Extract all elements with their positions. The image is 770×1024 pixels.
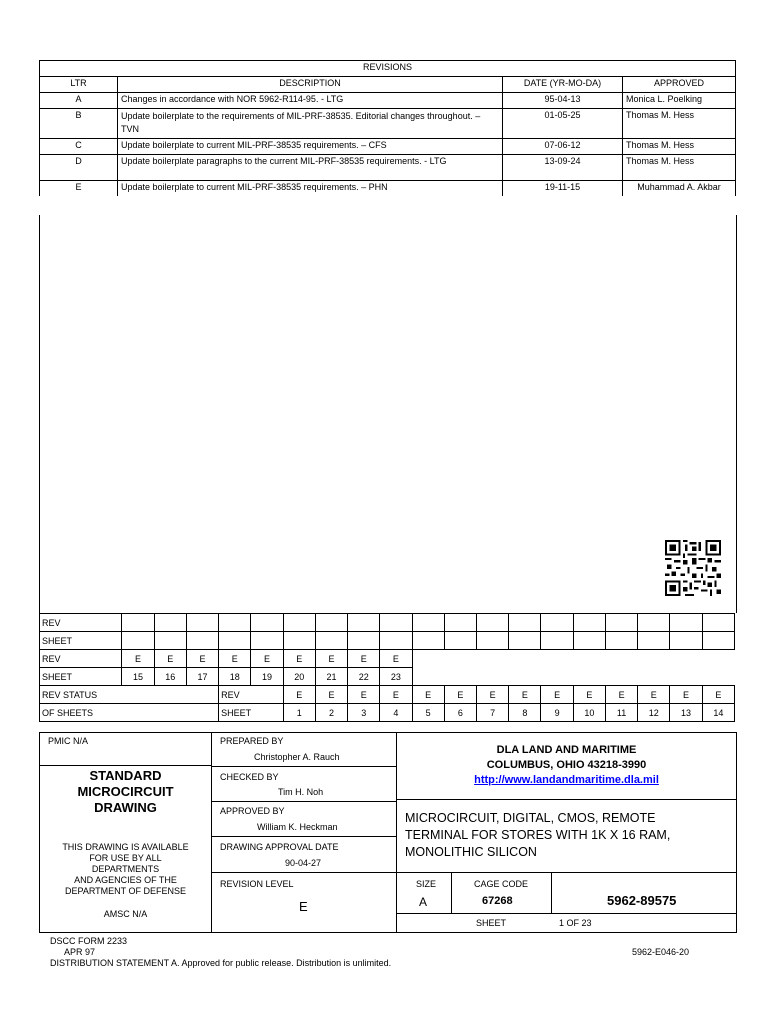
revision-description: Update boilerplate to current MIL-PRF-38535 requirements. – CFS bbox=[118, 139, 503, 155]
sheet-cell: 15 bbox=[122, 668, 154, 686]
drawing-title-line: MICROCIRCUIT, DIGITAL, CMOS, REMOTE bbox=[405, 811, 656, 825]
standard-line-2: MICROCIRCUIT bbox=[77, 784, 174, 799]
revision-row bbox=[40, 93, 736, 109]
standard-line-3: DRAWING bbox=[94, 800, 157, 815]
revision-approved: Thomas M. Hess bbox=[623, 155, 736, 181]
standard-line-1: STANDARD bbox=[89, 768, 162, 783]
rev-cell: E bbox=[477, 686, 509, 704]
rev-cell: E bbox=[154, 650, 186, 668]
revision-approved: Thomas M. Hess bbox=[623, 139, 736, 155]
status-rev-label: REV bbox=[219, 686, 283, 704]
sheet-cell: 13 bbox=[670, 704, 702, 722]
revision-date: 07-06-12 bbox=[503, 139, 623, 155]
revision-ltr: D bbox=[40, 155, 118, 181]
revision-ltr: A bbox=[40, 93, 118, 109]
checked-cell bbox=[211, 766, 397, 802]
revision-approved: Muhammad A. Akbar bbox=[623, 181, 736, 197]
sheet-cell: 20 bbox=[283, 668, 315, 686]
header-description: DESCRIPTION bbox=[118, 77, 503, 93]
revision-ltr: E bbox=[40, 181, 118, 197]
prepared-by: Christopher A. Rauch bbox=[254, 752, 340, 762]
of-sheets-label: OF SHEETS bbox=[40, 704, 219, 722]
form-number: DSCC FORM 2233 bbox=[50, 936, 128, 946]
revision-level: E bbox=[299, 899, 308, 914]
sheet-cell: 3 bbox=[348, 704, 380, 722]
form-date: APR 97 bbox=[64, 947, 96, 957]
sheet-cell: 4 bbox=[380, 704, 412, 722]
rev-cell: E bbox=[219, 650, 251, 668]
footer bbox=[50, 936, 391, 969]
rev-cell: E bbox=[509, 686, 541, 704]
cage-code-cell bbox=[451, 872, 552, 914]
drawing-title-line: MONOLITHIC SILICON bbox=[405, 845, 537, 859]
rev-cell: E bbox=[348, 686, 380, 704]
rev-cell: E bbox=[380, 686, 412, 704]
rev-cell: E bbox=[444, 686, 476, 704]
approval-date-cell bbox=[211, 836, 397, 873]
rev-cell: E bbox=[348, 650, 380, 668]
drawing-title bbox=[405, 810, 736, 861]
pmic-cell bbox=[39, 732, 212, 766]
status-sheet-label: SHEET bbox=[40, 632, 122, 650]
rev-cell: E bbox=[283, 650, 315, 668]
revision-date: 13-09-24 bbox=[503, 155, 623, 181]
title-block bbox=[39, 732, 737, 933]
revision-approved: Thomas M. Hess bbox=[623, 109, 736, 139]
revision-row bbox=[40, 181, 736, 197]
amsc-label: AMSC N/A bbox=[103, 909, 148, 919]
sheet-cell: 18 bbox=[219, 668, 251, 686]
sheet-cell: 9 bbox=[541, 704, 573, 722]
revision-approved: Monica L. Poelking bbox=[623, 93, 736, 109]
drawing-title-cell bbox=[396, 799, 737, 873]
header-date: DATE (YR-MO-DA) bbox=[503, 77, 623, 93]
sheet-cell: 6 bbox=[444, 704, 476, 722]
agency-cell bbox=[396, 732, 737, 800]
sheet-cell: 10 bbox=[573, 704, 605, 722]
availability-line: DEPARTMENTS bbox=[91, 864, 160, 874]
approval-date: 90-04-27 bbox=[285, 858, 322, 868]
size-value: A bbox=[419, 895, 428, 909]
rev-cell: E bbox=[380, 650, 412, 668]
revisions-blank-area bbox=[39, 215, 737, 613]
rev-cell: E bbox=[702, 686, 734, 704]
revision-description: Update boilerplate to the requirements of MIL-PRF-38535. Editorial changes throughout. – TVN bbox=[118, 109, 503, 139]
approved-label: APPROVED BY bbox=[220, 806, 285, 816]
rev-cell: E bbox=[315, 650, 347, 668]
standard-drawing-cell bbox=[39, 765, 212, 933]
pmic-label: PMIC N/A bbox=[48, 736, 89, 746]
drawing-number-cell bbox=[551, 872, 737, 914]
revision-description: Update boilerplate to current MIL-PRF-38535 requirements. – PHN bbox=[118, 181, 503, 197]
rev-cell: E bbox=[670, 686, 702, 704]
rev-cell: E bbox=[638, 686, 670, 704]
rev-cell: E bbox=[251, 650, 283, 668]
sheet-cell: 16 bbox=[154, 668, 186, 686]
header-approved: APPROVED bbox=[623, 77, 736, 93]
agency-name: DLA LAND AND MARITIME bbox=[496, 744, 637, 756]
approved-cell bbox=[211, 801, 397, 837]
sheet-cell bbox=[396, 913, 737, 933]
size-cell bbox=[396, 872, 452, 914]
distribution-statement: DISTRIBUTION STATEMENT A. Approved for public release. Distribution is unlimited. bbox=[50, 958, 392, 968]
revisions-title: REVISIONS bbox=[40, 61, 736, 77]
approval-date-label: DRAWING APPROVAL DATE bbox=[220, 842, 339, 852]
status-sheet-label: SHEET bbox=[40, 668, 122, 686]
revision-row bbox=[40, 139, 736, 155]
drawing-number: 5962-89575 bbox=[607, 893, 677, 908]
availability-line: FOR USE BY ALL bbox=[89, 853, 162, 863]
revision-row bbox=[40, 155, 736, 181]
prepared-cell bbox=[211, 732, 397, 767]
sheet-cell: 1 bbox=[283, 704, 315, 722]
revision-date: 19-11-15 bbox=[503, 181, 623, 197]
rev-cell: E bbox=[122, 650, 154, 668]
status-sheet-label: SHEET bbox=[219, 704, 283, 722]
sheet-cell: 21 bbox=[315, 668, 347, 686]
size-label: SIZE bbox=[416, 879, 437, 889]
sheet-cell: 11 bbox=[605, 704, 637, 722]
sheet-label: SHEET bbox=[476, 918, 507, 928]
sheet-cell: 8 bbox=[509, 704, 541, 722]
checked-by: Tim H. Noh bbox=[278, 787, 324, 797]
sheet-cell: 17 bbox=[186, 668, 218, 686]
cage-code: 67268 bbox=[482, 895, 513, 907]
availability-line: AND AGENCIES OF THE bbox=[74, 875, 177, 885]
availability-line: THIS DRAWING IS AVAILABLE bbox=[62, 842, 189, 852]
approved-by: William K. Heckman bbox=[257, 822, 338, 832]
rev-cell: E bbox=[541, 686, 573, 704]
checked-label: CHECKED BY bbox=[220, 772, 279, 782]
revision-level-cell bbox=[211, 872, 397, 933]
rev-status-label: REV STATUS bbox=[40, 686, 219, 704]
sheet-cell: 7 bbox=[477, 704, 509, 722]
sheet-cell: 23 bbox=[380, 668, 412, 686]
sheet-cell: 2 bbox=[315, 704, 347, 722]
sheet-cell: 5 bbox=[412, 704, 444, 722]
revision-level-label: REVISION LEVEL bbox=[220, 879, 294, 889]
drawing-title-line: TERMINAL FOR STORES WITH 1K X 16 RAM, bbox=[405, 828, 671, 842]
document-id: 5962-E046-20 bbox=[632, 947, 690, 957]
availability-statement bbox=[40, 842, 211, 897]
sheet-cell: 19 bbox=[251, 668, 283, 686]
prepared-label: PREPARED BY bbox=[220, 736, 284, 746]
sheet-value: 1 OF 23 bbox=[559, 918, 592, 928]
rev-cell: E bbox=[412, 686, 444, 704]
cage-code-label: CAGE CODE bbox=[474, 879, 529, 889]
rev-cell: E bbox=[283, 686, 315, 704]
rev-cell: E bbox=[573, 686, 605, 704]
rev-cell: E bbox=[315, 686, 347, 704]
header-ltr: LTR bbox=[40, 77, 118, 93]
rev-cell: E bbox=[186, 650, 218, 668]
revision-description: Update boilerplate paragraphs to the current MIL-PRF-38535 requirements. - LTG bbox=[118, 155, 503, 181]
qr-code-icon bbox=[665, 540, 721, 596]
rev-cell: E bbox=[605, 686, 637, 704]
revision-date: 01-05-25 bbox=[503, 109, 623, 139]
status-rev-label: REV bbox=[40, 650, 122, 668]
agency-address: COLUMBUS, OHIO 43218-3990 bbox=[486, 759, 647, 771]
agency-website-link[interactable]: http://www.landandmaritime.dla.mil bbox=[474, 774, 659, 786]
sheet-cell: 12 bbox=[638, 704, 670, 722]
sheet-cell: 14 bbox=[702, 704, 734, 722]
status-rev-label: REV bbox=[40, 614, 122, 632]
revision-status-table bbox=[39, 613, 735, 722]
revisions-table bbox=[39, 60, 736, 196]
revision-description: Changes in accordance with NOR 5962-R114-95. - LTG bbox=[118, 93, 503, 109]
revision-ltr: C bbox=[40, 139, 118, 155]
revision-row bbox=[40, 109, 736, 139]
revision-date: 95-04-13 bbox=[503, 93, 623, 109]
sheet-cell: 22 bbox=[348, 668, 380, 686]
revision-ltr: B bbox=[40, 109, 118, 139]
availability-line: DEPARTMENT OF DEFENSE bbox=[64, 886, 187, 896]
